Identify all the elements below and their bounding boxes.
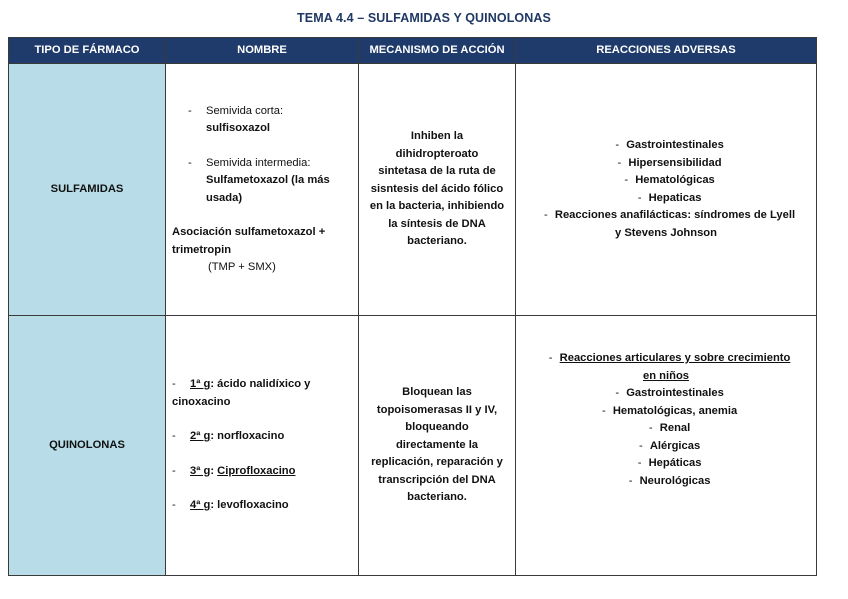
list-item: - Hematológicas, anemia: [601, 404, 738, 417]
table-row-quinolonas: [9, 316, 817, 576]
list-item: - Renal: [648, 422, 691, 434]
asociacion: Asociación sulfametoxazol + trimetropin (TMP + SMX): [172, 226, 326, 273]
cell-nombre-sulfamidas: [166, 64, 359, 316]
cell-tipo-sulfamidas: SULFAMIDAS: [9, 64, 166, 316]
item-value: Sulfametoxazol (la más: [206, 174, 330, 186]
cell-nombre-quinolonas: - 1ª g: ácido nalidíxico y cinoxacino - 2ª g: norfloxacino - 3ª g: Ciprofloxacino - 4ª g: levofloxacino: [166, 316, 359, 576]
list-item: - Hepáticas: [637, 457, 702, 469]
header-reacciones: REACCIONES ADVERSAS: [516, 38, 817, 64]
header-mecanismo: MECANISMO DE ACCIÓN: [359, 38, 516, 64]
list-item: - 3ª g: Ciprofloxacino: [172, 464, 296, 477]
item-value: usada): [206, 191, 243, 204]
item-label: Semivida corta:: [206, 104, 284, 117]
cell-adversas-quinolonas: [516, 316, 817, 576]
list-item-continuation: y Stevens Johnson: [615, 226, 717, 239]
list-item: - Hematológicas: [624, 174, 715, 186]
table-row-sulfamidas: [9, 64, 817, 316]
list-item: - Gastrointestinales: [615, 387, 724, 399]
item-label: Semivida intermedia:: [206, 156, 311, 169]
cell-adversas-sulfamidas: [516, 64, 817, 316]
list-item: - 1ª g: ácido nalidíxico y: [172, 378, 311, 391]
drug-table: [8, 37, 817, 576]
list-item: - Hipersensibilidad: [617, 156, 722, 169]
list-item: - Alérgicas: [638, 439, 701, 452]
list-item: - Reacciones articulares y sobre crecimiento: [548, 352, 791, 364]
page-title: TEMA 4.4 – SULFAMIDAS Y QUINOLONAS: [297, 11, 551, 25]
header-tipo: TIPO DE FÁRMACO: [9, 38, 166, 64]
item-value: sulfisoxazol: [206, 122, 271, 134]
list-item: - Reacciones anafilácticas: síndromes de Lyell: [544, 209, 796, 221]
list-item: - Neurológicas: [628, 474, 711, 487]
table-header-row: [9, 38, 817, 64]
list-item: - 2ª g: norfloxacino: [172, 430, 285, 443]
header-nombre: NOMBRE: [166, 38, 359, 64]
list-item: - 4ª g: levofloxacino: [172, 499, 289, 512]
cell-mecanismo-sulfamidas: Inhiben la dihidropteroato sintetasa de la ruta de sisntesis del ácido fólico en la bacteria, inhibiendo la síntesis de DNA bacteriano.: [359, 64, 516, 316]
cell-mecanismo-quinolonas: Bloquean las topoisomerasas II y IV, bloqueando directamente la replicación, reparación y transcripción del DNA bacteriano.: [359, 316, 516, 576]
list-item-continuation: en niños: [643, 369, 689, 382]
list-item: - Hepaticas: [637, 191, 702, 204]
cell-tipo-quinolonas: QUINOLONAS: [9, 316, 166, 576]
list-item: - Semivida corta: sulfisoxazol: [188, 103, 352, 138]
list-item: - Semivida intermedia: Sulfametoxazol (la más usada): [188, 155, 352, 208]
list-item: - Gastrointestinales: [615, 139, 724, 151]
